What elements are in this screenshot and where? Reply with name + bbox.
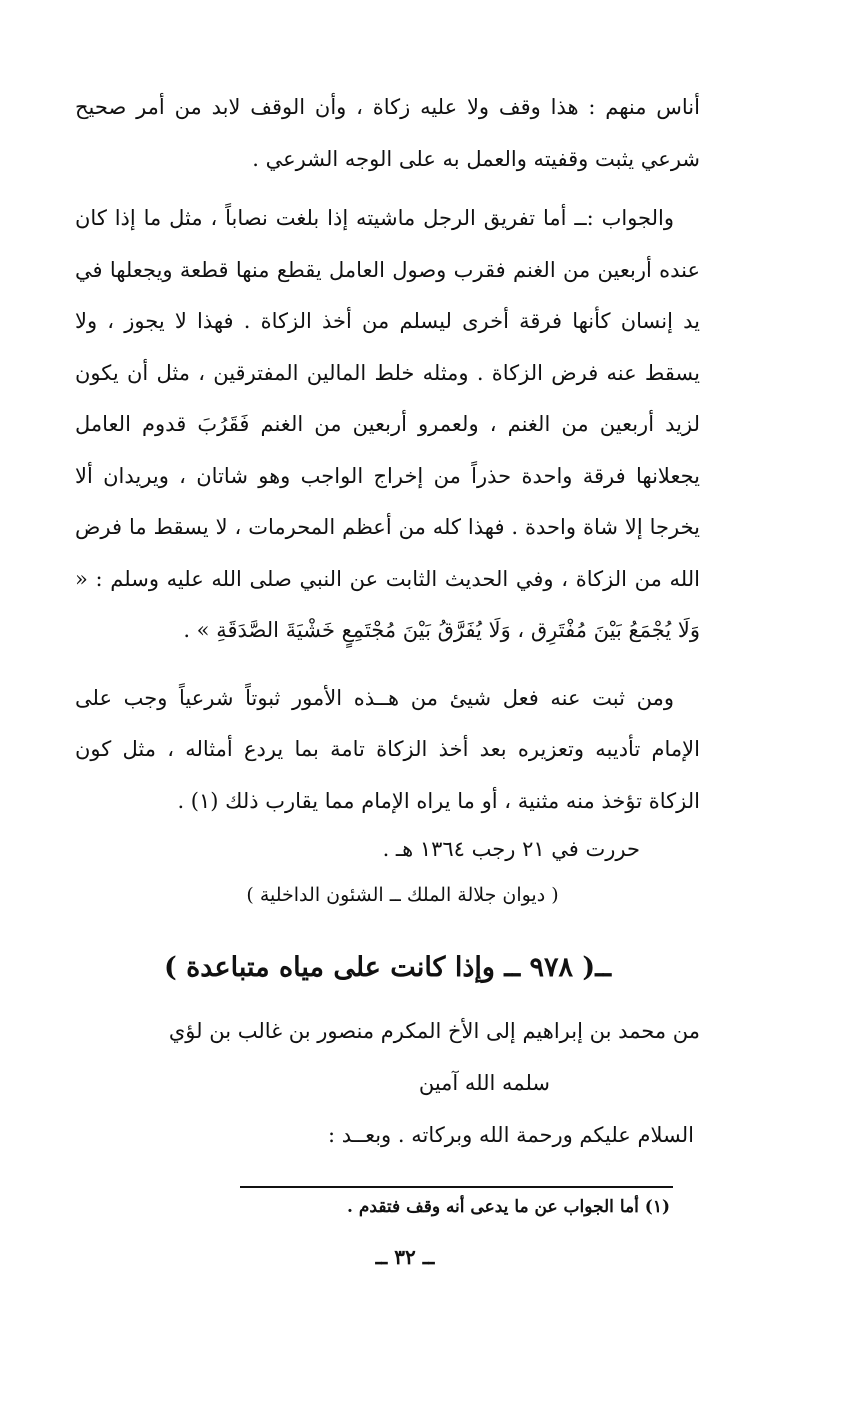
date-line: حررت في ٢١ رجب ١٣٦٤ هـ . — [382, 837, 640, 861]
page-number: ــ ٣٢ ــ — [375, 1245, 435, 1269]
question-paragraph: أناس منهم : هذا وقف ولا عليه زكاة ، وأن الوقف لابد من أمر صحيح شرعي يثبت وقفيته والعمل به على الوجه الشرعي . — [75, 95, 700, 171]
footnote: (١) أما الجواب عن ما يدعى أنه وقف فتقدم . — [347, 1197, 670, 1217]
blessing-line: سلمه الله آمين — [418, 1071, 550, 1095]
letter-from-line: من محمد بن إبراهيم إلى الأخ المكرم منصور بن غالب بن لؤي — [168, 1019, 700, 1043]
ruling-paragraph: ومن ثبت عنه فعل شيئ من هــذه الأمور ثبوتاً شرعياً وجب على الإمام تأديبه وتعزيره بعد أخذ الزكاة تامة بما يردع أمثاله ، مثل كون الزكاة تؤخذ منه مثنية ، أو ما يراه الإمام مما يقارب ذلك (١) . — [75, 685, 700, 813]
greeting-line: السلام عليكم ورحمة الله وبركاته . وبعــد : — [328, 1123, 694, 1147]
source-line: ( ديوان جلالة الملك ــ الشئون الداخلية ) — [246, 884, 559, 906]
footnote-divider — [240, 1186, 673, 1188]
section-heading: ــ( ٩٧٨ ــ وإذا كانت على مياه متباعدة ) — [163, 952, 612, 983]
main-text-column — [75, 82, 700, 1161]
answer-paragraph: والجواب :ــ أما تفريق الرجل ماشيته إذا بلغت نصاباً ، مثل ما إذا كان عنده أربعين من الغنم فقرب وصول العامل يقطع منها قطعة ويجعلها في يد إنسان كأنها فرقة أخرى ليسلم من أخذ الزكاة . فهذا لا يجوز ، ولا يسقط عنه فرض الزكاة . ومثله خلط المالين المفترقين ، مثل أن يكون لزيد أربعين من الغنم ، ولعمرو أربعين من الغنم فَقَرُبَ قدوم العامل يجعلانها فرقة واحدة حذراً من إخراج الواجب وهو شاتان ، ويريدان ألا يخرجا إلا شاة واحدة . فهذا كله من أعظم المحرمات ، لا يسقط ما فرض الله من الزكاة ، وفي الحديث الثابت عن النبي صلى الله عليه وسلم : « وَلَا يُجْمَعُ بَيْنَ مُفْتَرِق ، وَلَا يُفَرَّقُ بَيْنَ مُجْتَمِعٍ خَشْيَةَ الصَّدَقَةِ » . — [75, 206, 700, 642]
